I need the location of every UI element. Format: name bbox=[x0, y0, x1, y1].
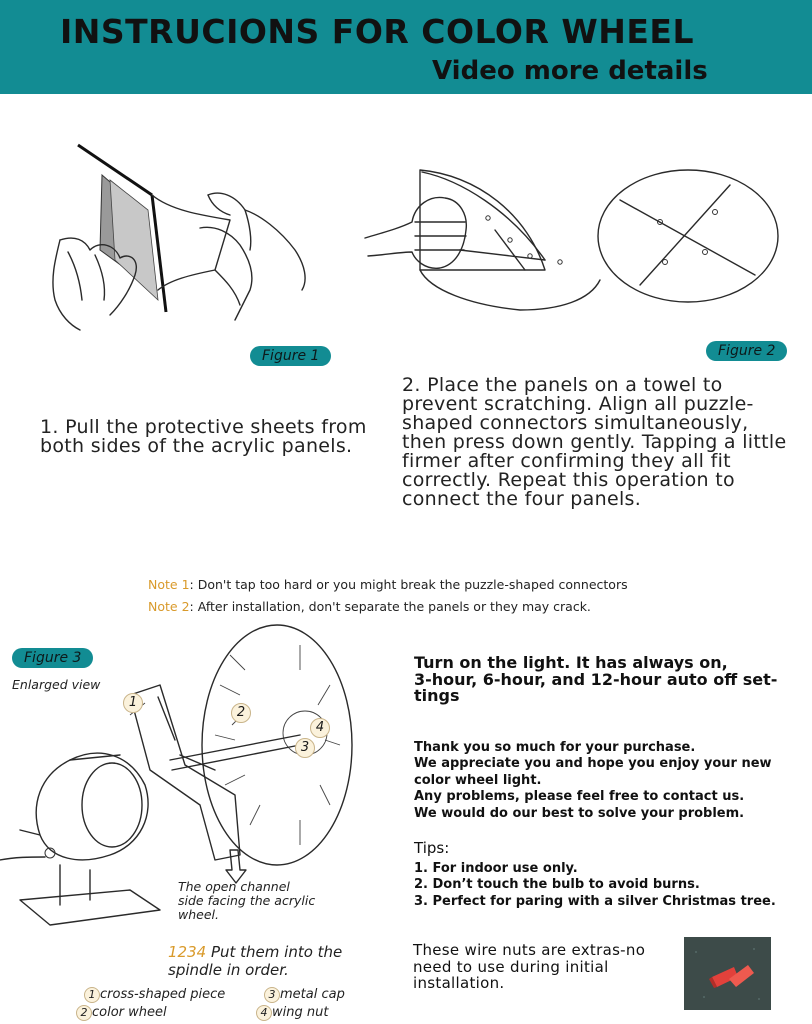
tips-list bbox=[414, 861, 804, 910]
open-channel-line-2: side facing the acrylic bbox=[178, 893, 316, 908]
callout-4: 4 bbox=[310, 718, 330, 738]
wire-line-1: These wire nuts are extras-no bbox=[413, 941, 646, 959]
part-2-num: 2 bbox=[76, 1005, 92, 1021]
part-1-num: 1 bbox=[84, 987, 100, 1003]
open-channel-note bbox=[178, 880, 315, 922]
open-channel-line-3: wheel. bbox=[178, 907, 219, 922]
light-line-2: 3-hour, 6-hour, and 12-hour auto off set- bbox=[414, 669, 778, 689]
page-title: INSTRUCIONS FOR COLOR WHEEL bbox=[60, 12, 695, 51]
note-1-text: : Don't tap too hard or you might break the puzzle-shaped connectors bbox=[189, 577, 628, 592]
thanks-line-1: Thank you so much for your purchase. bbox=[414, 740, 696, 755]
part-1-name: cross-shaped piece bbox=[100, 987, 226, 1002]
light-line-1: Turn on the light. It has always on, bbox=[414, 653, 728, 672]
order-number: 1234 bbox=[168, 943, 207, 961]
part-4-num: 4 bbox=[256, 1005, 272, 1021]
light-line-3: tings bbox=[414, 686, 460, 705]
figure-1-label: Figure 1 bbox=[250, 346, 331, 366]
tips-heading: Tips: bbox=[414, 839, 450, 857]
part-3 bbox=[264, 987, 345, 1003]
callout-3: 3 bbox=[295, 738, 315, 758]
wire-nut-icon bbox=[684, 937, 771, 1010]
video-link[interactable]: Video more details bbox=[432, 56, 708, 86]
order-line-1: Put them into the bbox=[206, 943, 343, 961]
thanks-line-3: color wheel light. bbox=[414, 772, 542, 788]
note-1-label: Note 1 bbox=[148, 577, 190, 592]
peel-sheet-illustration bbox=[40, 140, 320, 340]
callout-2: 2 bbox=[231, 703, 251, 723]
thanks-line-4: Any problems, please feel free to contact us. bbox=[414, 789, 745, 805]
part-4-name: wing nut bbox=[272, 1005, 329, 1020]
note-1 bbox=[148, 577, 628, 592]
assemble-panels-illustration bbox=[360, 160, 790, 320]
note-2 bbox=[148, 599, 591, 614]
part-4 bbox=[256, 1005, 328, 1021]
tip-3: 3. Perfect for paring with a silver Christmas tree. bbox=[414, 893, 776, 909]
part-2-name: color wheel bbox=[92, 1005, 167, 1020]
note-2-text: : After installation, don't separate the panels or they may crack. bbox=[189, 599, 591, 614]
enlarged-view-label: Enlarged view bbox=[12, 677, 101, 692]
tip-1: 1. For indoor use only. bbox=[414, 861, 578, 876]
step-1-text: 1. Pull the protective sheets from both sides of the acrylic panels. bbox=[40, 416, 367, 457]
wire-line-3: installation. bbox=[413, 974, 505, 992]
thank-you-block bbox=[414, 740, 804, 822]
figure-3-label: Figure 3 bbox=[12, 648, 93, 668]
spindle-order-note bbox=[168, 943, 342, 979]
part-3-name: metal cap bbox=[280, 987, 345, 1002]
note-2-label: Note 2 bbox=[148, 599, 190, 614]
open-channel-line-1: The open channel bbox=[178, 879, 290, 894]
wire-nuts-text bbox=[413, 942, 678, 992]
light-settings-text bbox=[414, 655, 799, 705]
wire-nuts-photo bbox=[684, 937, 771, 1010]
step-2-text: 2. Place the panels on a towel to prevent scratching. Align all puzzle-shaped connectors simultaneously, then press down gently. Tapping a little firmer after confirming they all fit correctly. Repeat this operation to connect the four panels. bbox=[402, 374, 787, 510]
order-line-2: spindle in order. bbox=[168, 961, 289, 979]
thanks-line-2: We appreciate you and hope you enjoy your new bbox=[414, 756, 772, 772]
wire-line-2: need to use during initial bbox=[413, 957, 609, 976]
part-1 bbox=[84, 987, 225, 1003]
tip-2: 2. Don’t touch the bulb to avoid burns. bbox=[414, 877, 700, 893]
callout-1: 1 bbox=[123, 693, 143, 713]
figure-2-label: Figure 2 bbox=[706, 341, 787, 361]
part-2 bbox=[76, 1005, 167, 1021]
thanks-line-5: We would do our best to solve your problem. bbox=[414, 805, 745, 821]
part-3-num: 3 bbox=[264, 987, 280, 1003]
